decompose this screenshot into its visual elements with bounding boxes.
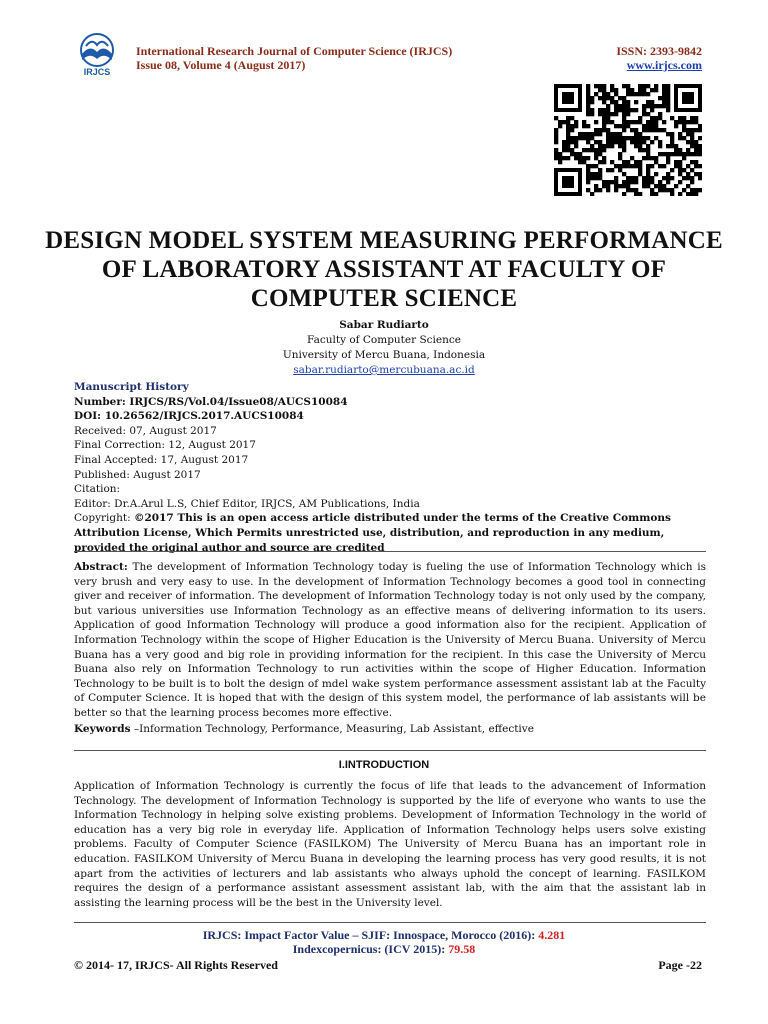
keywords-text: –Information Technology, Performance, Measuring, Lab Assistant, effective — [130, 723, 534, 735]
manuscript-editor: Editor: Dr.A.Arul L.S, Chief Editor, IRJCS, AM Publications, India — [74, 497, 420, 510]
footer-divider — [74, 922, 706, 923]
issn: ISSN: 2393-9842 — [616, 44, 702, 58]
manuscript-heading: Manuscript History — [74, 381, 189, 393]
journal-issue: Issue 08, Volume 4 (August 2017) — [136, 58, 306, 72]
author-department: Faculty of Computer Science — [307, 334, 461, 346]
copyright-text: ©2017 This is an open access article distributed under the terms of the Creative Commons Attribution License, Which Permits unrestricted use, distribution, and reproduction in any medium, provided the original author and source are credited — [74, 512, 671, 554]
author-email-link[interactable]: sabar.rudiarto@mercubuana.ac.id — [293, 364, 475, 376]
manuscript-received: Received: 07, August 2017 — [74, 424, 217, 437]
author-name: Sabar Rudiarto — [339, 319, 429, 331]
author-block — [0, 318, 768, 378]
journal-meta — [616, 44, 702, 72]
manuscript-copyright — [74, 511, 706, 555]
manuscript-number: Number: IRJCS/RS/Vol.04/Issue08/AUCS10084 — [74, 395, 348, 408]
footer-impact — [0, 928, 768, 956]
copyright-prefix: Copyright: — [74, 512, 134, 525]
divider — [74, 750, 706, 751]
index-label: Indexcopernicus: (ICV 2015): — [292, 942, 449, 956]
footer-copyright: © 2014- 17, IRJCS- All Rights Reserved — [74, 958, 278, 972]
index-value: 79.58 — [448, 942, 476, 956]
author-university: University of Mercu Buana, Indonesia — [282, 349, 486, 361]
journal-name: International Research Journal of Computer Science (IRJCS) — [136, 44, 453, 58]
impact-value: 4.281 — [538, 928, 566, 942]
manuscript-final-accepted: Final Accepted: 17, August 2017 — [74, 453, 249, 466]
manuscript-published: Published: August 2017 — [74, 468, 201, 481]
qr-code-image — [554, 84, 702, 196]
manuscript-final-correction: Final Correction: 12, August 2017 — [74, 439, 256, 452]
paper-title: DESIGN MODEL SYSTEM MEASURING PERFORMANCE OF LABORATORY ASSISTANT AT FACULTY OF COMPUTER SCIENCE — [45, 227, 723, 312]
abstract — [74, 560, 706, 721]
abstract-label: Abstract: — [74, 561, 128, 573]
introduction-text: Application of Information Technology is currently the focus of life that leads to the advancement of Information Technology. The development of Information Technology is supported by the life of everyone who wants to use the Information Technology in helping solve existing problems. Development of Information Technology in the world of education has a very big role in everyday life. Application of Information Technology helps users solve existing problems. Faculty of Computer Science (FASILKOM) The University of Mercu Buana has an important role in education. FASILKOM University of Mercu Buana in developing the learning process has very good results, it is not apart from the activities of lecturers and lab assistants who always uphold the concept of learning. FASILKOM requires the design of a performance assistant assessment assistant lab, with the aim that the assistant lab in assisting the learning process will be the best in the University level. — [74, 780, 706, 909]
manuscript-doi: DOI: 10.26562/IRJCS.2017.AUCS10084 — [74, 410, 304, 423]
manuscript-history — [74, 380, 706, 555]
impact-label: IRJCS: Impact Factor Value – SJIF: Innospace, Morocco (2016): — [202, 928, 539, 942]
keywords — [74, 722, 706, 736]
logo-text: IRJCS — [83, 67, 111, 77]
abstract-text: The development of Information Technology today is fueling the use of Information Technology which is very brush and very easy to use. In the development of Information Technology becomes a good tool in connecting giver and receiver of information. The development of Information Technology today is not only used by the company, but various universities use Information Technology as an effective means of delivering information to its users. Application of good Information Technology will produce a good information also for the recipient. Application of Information Technology within the scope of Higher Education is the University of Mercu Buana. University of Mercu Buana has a very good and big role in providing information for the recipient. In this case the University of Mercu Buana also rely on Information Technology to run activities within the scope of Higher Education. Information Technology to be built is to bolt the design of mdel wake system performance assessment assistant lab at the Faculty of Computer Science. It is hoped that with the design of this system model, the performance of lab assistants will be better so that the learning process becomes more effective. — [74, 561, 706, 719]
manuscript-citation: Citation: — [74, 483, 121, 496]
page-number: Page -22 — [658, 958, 702, 972]
journal-logo — [68, 32, 126, 78]
impact-factor-line — [0, 928, 768, 942]
divider — [74, 551, 706, 552]
section-heading-introduction: I.INTRODUCTION — [338, 759, 430, 771]
index-line — [0, 942, 768, 956]
journal-header — [136, 44, 452, 72]
keywords-label: Keywords — [74, 723, 131, 735]
journal-url-link[interactable]: www.irjcs.com — [626, 58, 702, 72]
